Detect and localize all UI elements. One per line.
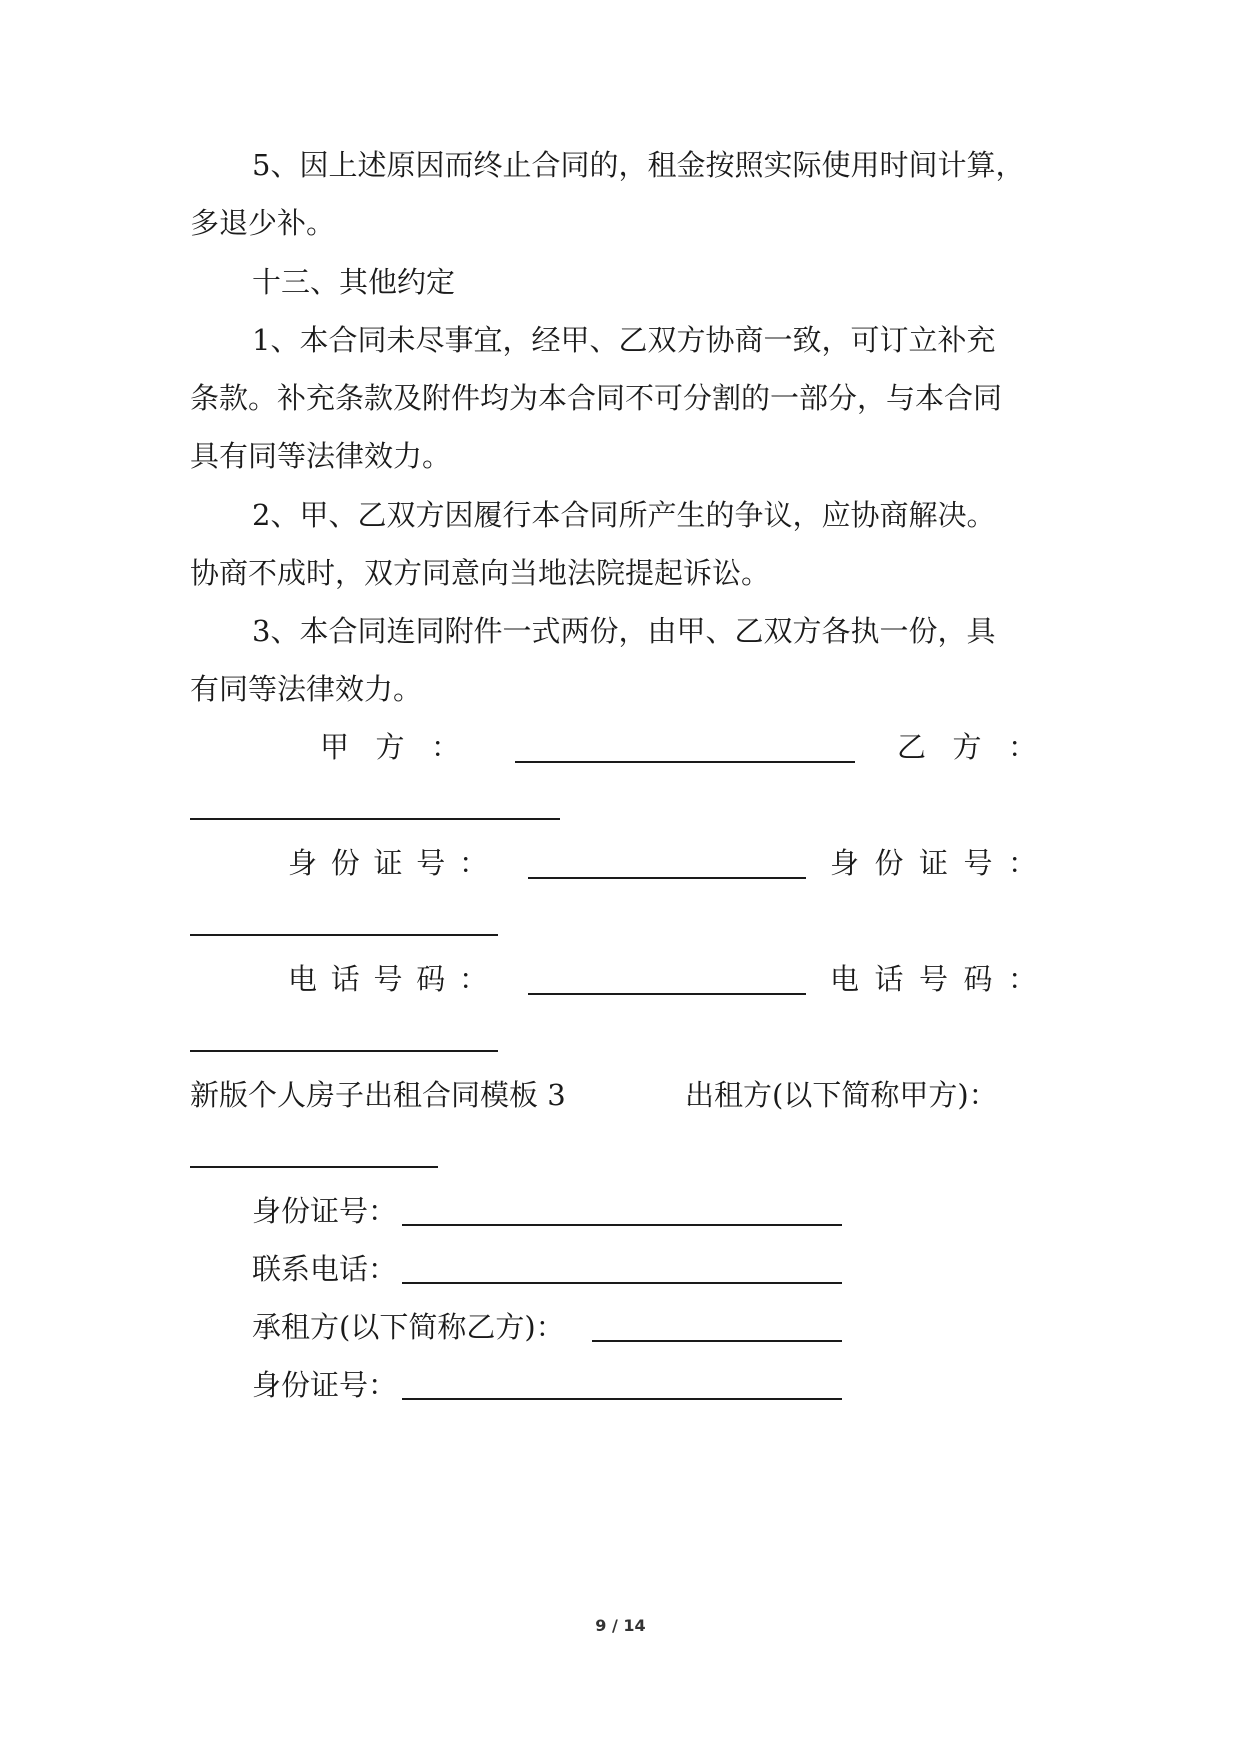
party-b-phone-label: 电 话 号 码 ： (830, 962, 1037, 996)
lessor-id-blank[interactable] (402, 1222, 842, 1226)
lessee-blank[interactable] (592, 1338, 842, 1342)
party-signature-row (0, 727, 1241, 767)
party-a-id-blank[interactable] (528, 875, 806, 879)
party-a-id-label: 身 份 证 号 ： (288, 846, 488, 880)
page-number: 9 / 14 (595, 1616, 646, 1635)
clause-2-line-1: 2、甲、乙双方因履行本合同所产生的争议，应协商解决。 (252, 498, 996, 532)
clause-1-line-2: 条款。补充条款及附件均为本合同不可分割的一部分，与本合同 (190, 381, 1003, 415)
lessee-id-label: 身份证号： (252, 1368, 398, 1402)
lessee-label: 承租方(以下简称乙方)： (252, 1310, 565, 1344)
party-b-label: 乙 方 ： (897, 730, 1037, 764)
clause-2-line-2: 协商不成时，双方同意向当地法院提起诉讼。 (190, 556, 771, 590)
template-3-heading-row (0, 1075, 1241, 1115)
party-b-blank[interactable] (190, 816, 560, 820)
lessor-label: 出租方(以下简称甲方)： (685, 1078, 998, 1112)
clause-3-line-2: 有同等法律效力。 (190, 672, 423, 706)
lessee-id-blank[interactable] (402, 1396, 842, 1400)
clause-3-line-1: 3、本合同连同附件一式两份，由甲、乙双方各执一份，具 (252, 614, 996, 648)
lessor-blank[interactable] (190, 1164, 438, 1168)
clause-1-line-3: 具有同等法律效力。 (190, 439, 452, 473)
clause-1-line-1: 1、本合同未尽事宜，经甲、乙双方协商一致，可订立补充 (252, 323, 996, 357)
party-a-phone-label: 电 话 号 码 ： (288, 962, 488, 996)
lessor-phone-label: 联系电话： (252, 1252, 398, 1286)
party-b-id-blank[interactable] (190, 932, 498, 936)
lessor-id-label: 身份证号： (252, 1194, 398, 1228)
party-a-label: 甲 方 ： (320, 730, 460, 764)
paragraph-5-line-2: 多退少补。 (190, 206, 336, 240)
phone-number-row (0, 959, 1241, 999)
party-b-id-label: 身 份 证 号 ： (830, 846, 1037, 880)
party-a-phone-blank[interactable] (528, 991, 806, 995)
party-a-blank[interactable] (515, 759, 855, 763)
template-3-title: 新版个人房子出租合同模板 3 (190, 1078, 566, 1112)
id-number-row (0, 843, 1241, 883)
section-13-heading: 十三、其他约定 (252, 265, 456, 299)
lessor-phone-blank[interactable] (402, 1280, 842, 1284)
paragraph-5-line-1: 5、因上述原因而终止合同的，租金按照实际使用时间计算， (252, 148, 1025, 182)
party-b-phone-blank[interactable] (190, 1048, 498, 1052)
